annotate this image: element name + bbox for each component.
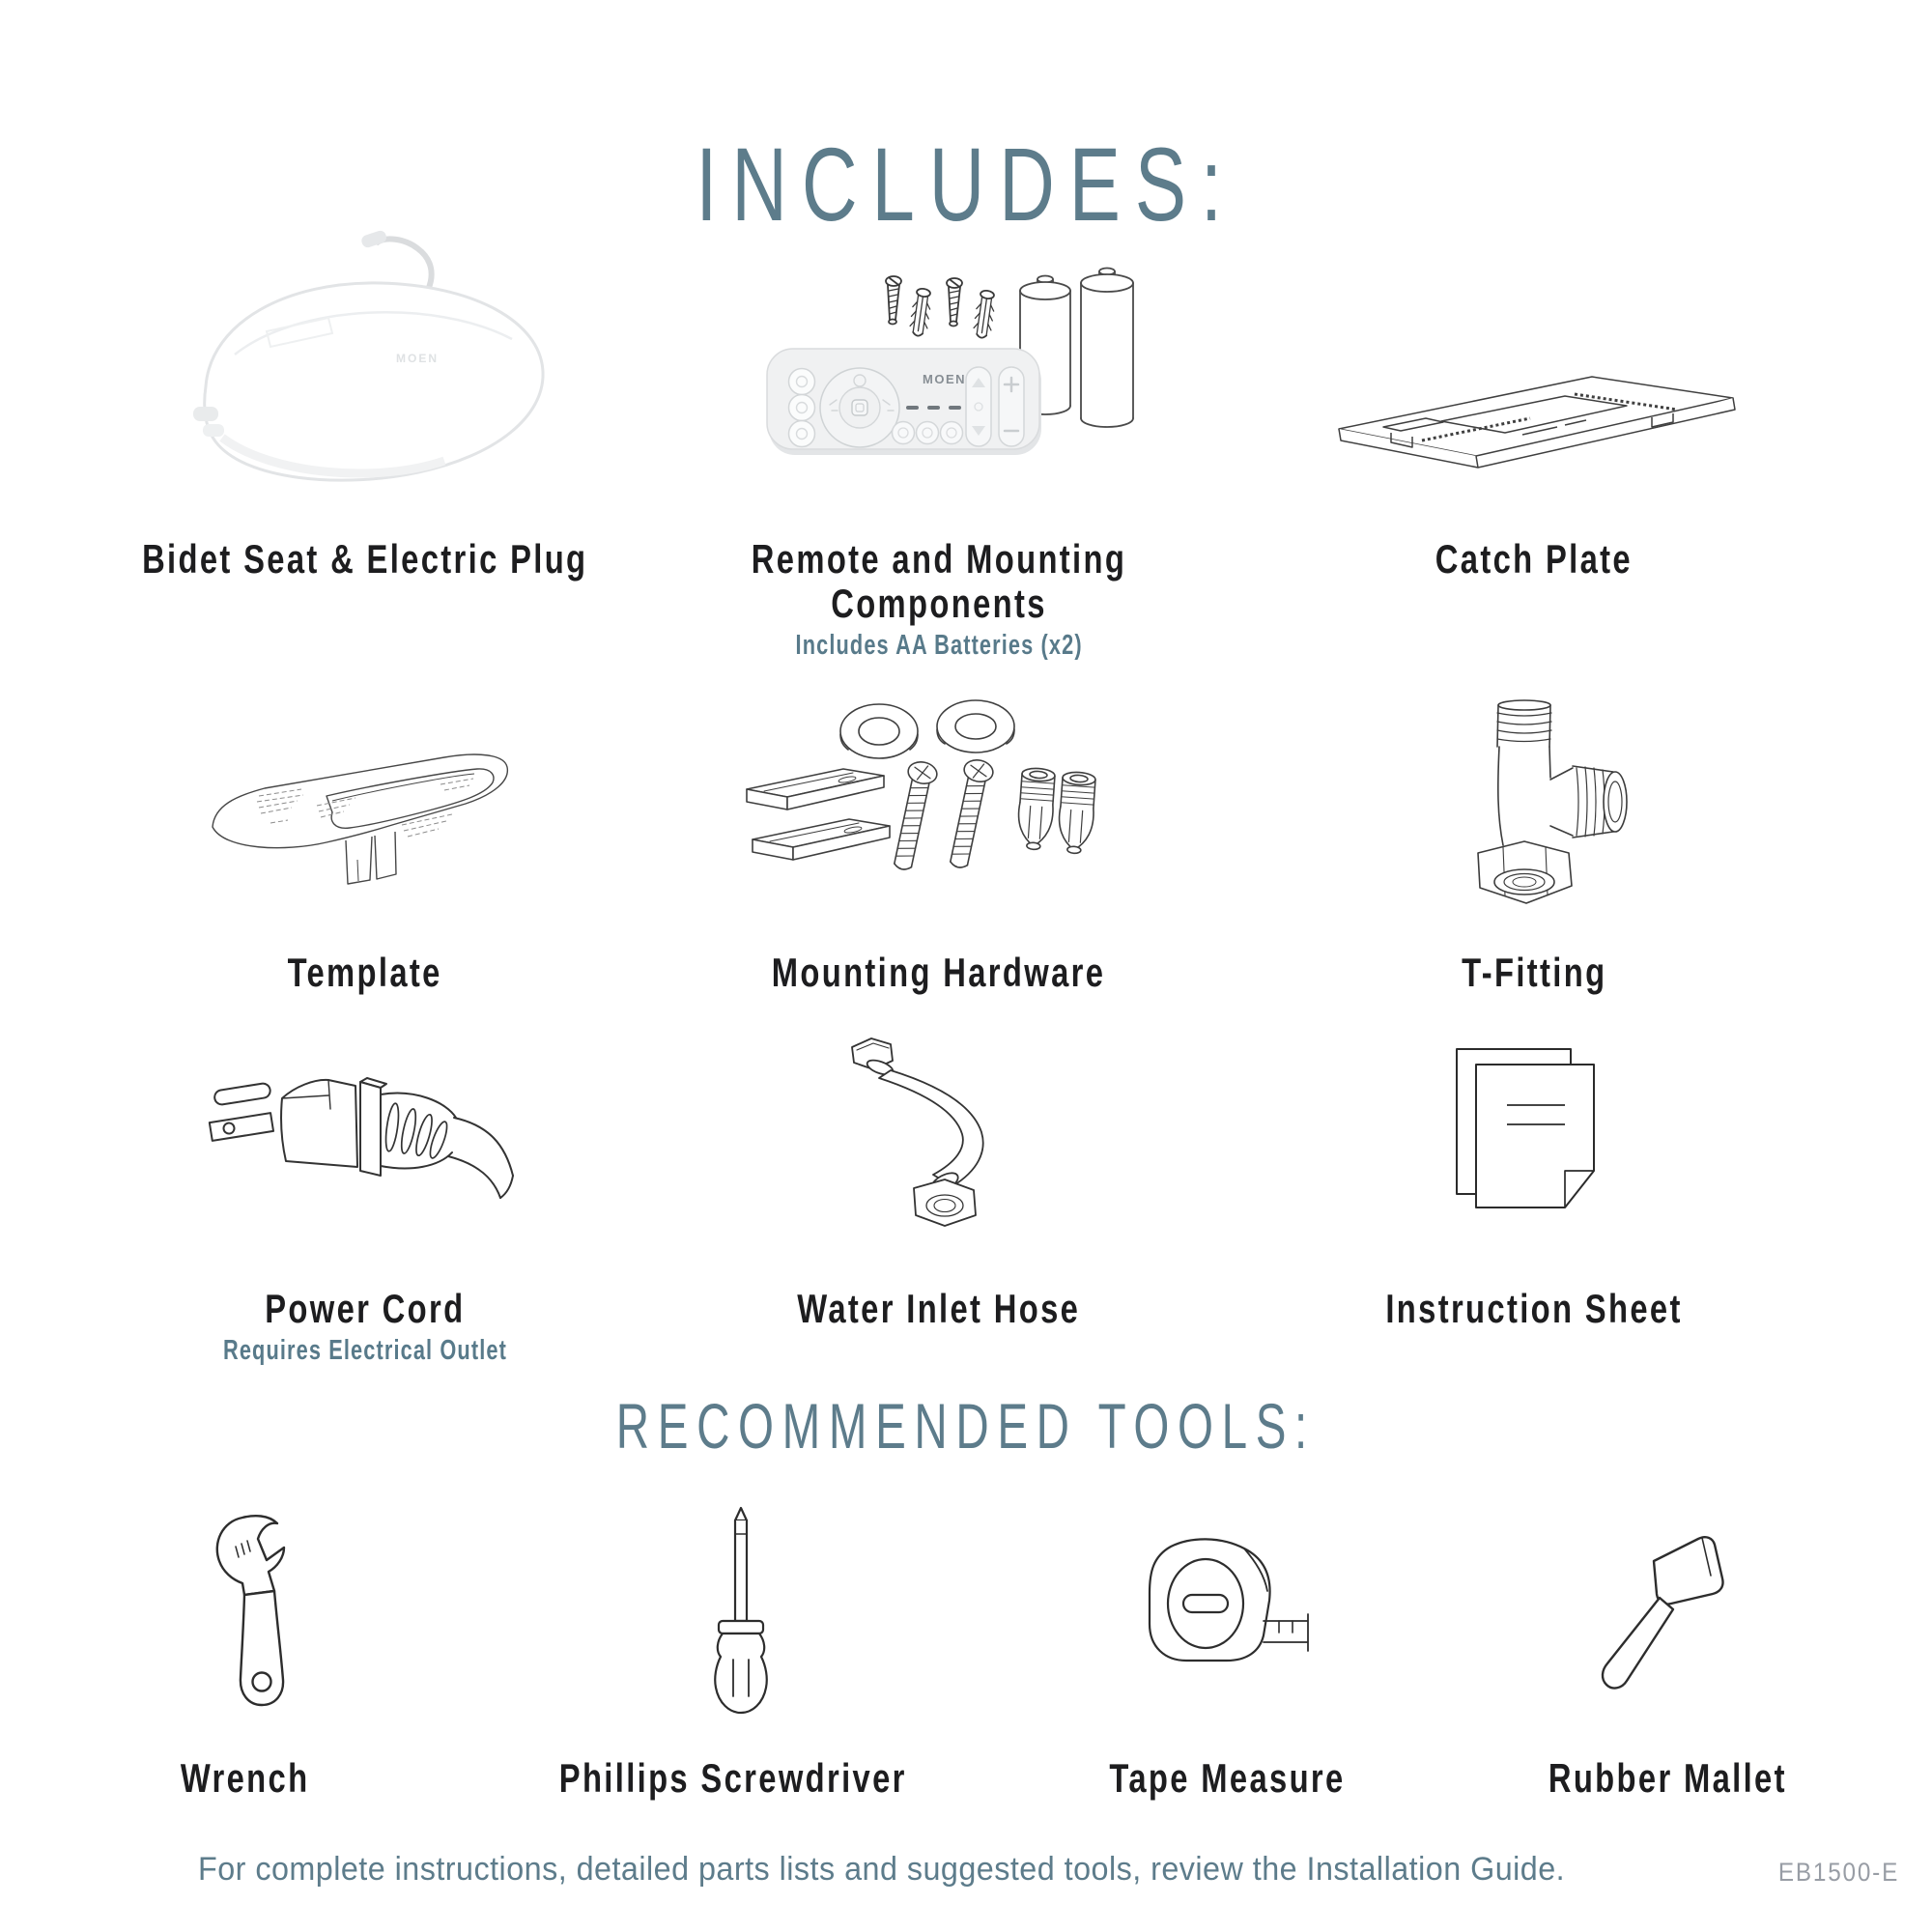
footer-note: For complete instructions, detailed parts lists and suggested tools, review the Installation Guide. bbox=[198, 1851, 1566, 1888]
water-inlet-hose-illustration bbox=[840, 1032, 1034, 1230]
model-code: EB1500-E bbox=[1777, 1858, 1899, 1887]
instruction-sheet-illustration bbox=[1449, 1043, 1604, 1212]
item-label-catch-plate: Catch Plate bbox=[1435, 536, 1634, 582]
template-illustration bbox=[203, 746, 526, 900]
tool-label-rubber-mallet: Rubber Mallet bbox=[1548, 1755, 1787, 1801]
item-subtitle-remote: Includes AA Batteries (x2) bbox=[795, 630, 1083, 661]
phillips-screwdriver-illustration bbox=[683, 1505, 799, 1718]
catch-plate-illustration bbox=[1333, 367, 1739, 483]
recommended-tools-title: RECOMMENDED TOOLS: bbox=[615, 1390, 1317, 1462]
mounting-hardware-illustration bbox=[739, 688, 1106, 910]
tool-label-tape-measure: Tape Measure bbox=[1108, 1755, 1346, 1801]
item-label-mounting-hardware: Mounting Hardware bbox=[772, 950, 1106, 995]
tool-label-wrench: Wrench bbox=[181, 1755, 310, 1801]
includes-title: INCLUDES: bbox=[696, 126, 1236, 242]
remote-and-batteries-illustration bbox=[705, 208, 1179, 526]
tool-label-phillips-screwdriver: Phillips Screwdriver bbox=[559, 1755, 907, 1801]
power-cord-illustration bbox=[203, 1067, 522, 1217]
item-label-power-cord: Power Cord bbox=[265, 1286, 466, 1331]
bidet-seat-illustration bbox=[153, 208, 578, 526]
item-label-instruction-sheet: Instruction Sheet bbox=[1385, 1286, 1683, 1331]
wrench-illustration bbox=[188, 1512, 314, 1715]
item-subtitle-power-cord: Requires Electrical Outlet bbox=[223, 1335, 507, 1366]
item-label-template: Template bbox=[287, 950, 443, 995]
item-label-t-fitting: T-Fitting bbox=[1461, 950, 1607, 995]
moen-logo: MOEN bbox=[923, 372, 966, 386]
item-label-remote: Remote and Mounting Components bbox=[751, 536, 1127, 626]
t-fitting-illustration bbox=[1449, 691, 1642, 918]
item-label-water-inlet-hose: Water Inlet Hose bbox=[797, 1286, 1081, 1331]
item-label-bidet-seat: Bidet Seat & Electric Plug bbox=[142, 536, 588, 582]
rubber-mallet-illustration bbox=[1596, 1534, 1746, 1703]
svg-text:MOEN: MOEN bbox=[396, 352, 439, 365]
tape-measure-illustration bbox=[1138, 1529, 1317, 1686]
